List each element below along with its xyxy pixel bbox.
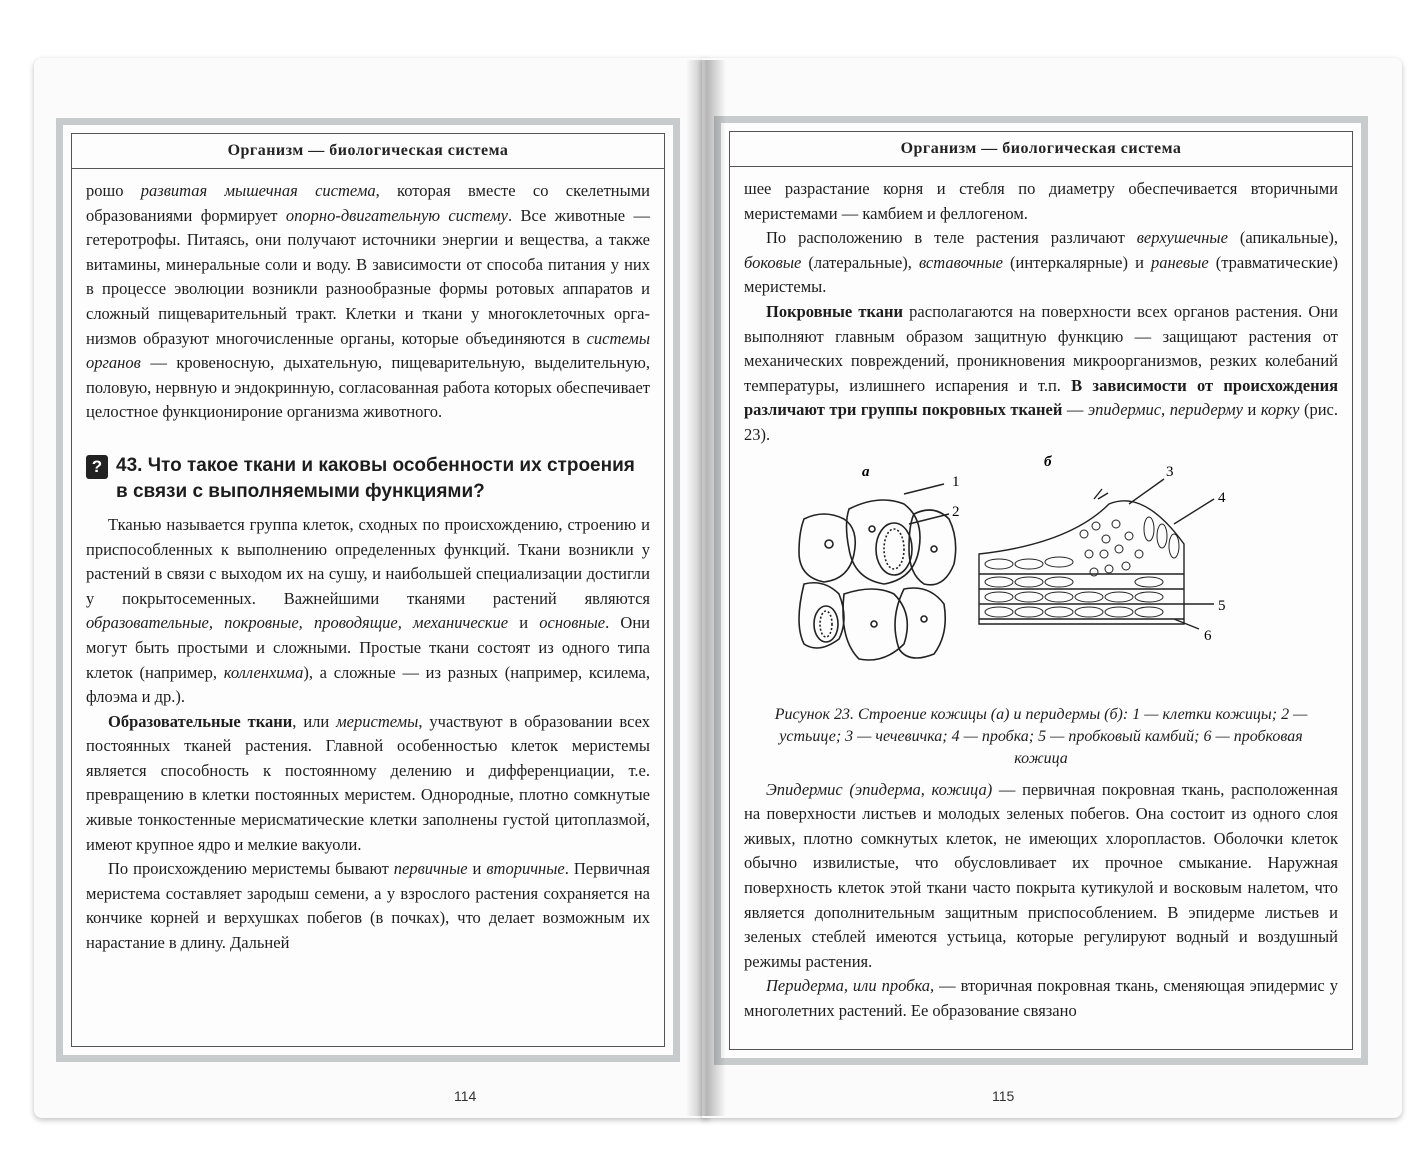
periderm-drawing [979,479,1214,629]
tissue-illustration [744,454,1344,704]
figure-number-1: 1 [952,473,960,490]
figure-23 [744,454,1338,704]
running-head-right: Организм — биологическая система [730,132,1352,167]
right-page-frame [714,116,1368,1065]
paragraph: Перидерма, или пробка, — вторичная покровная ткань, сменяющая эпидермис у многолетних растений. Ее образование связано [744,976,1338,1020]
paragraph: рошо развитая мышечная система, которая вместе со скелетными образованиями формирует опорно-двигательную систему. Все животные — гетеротрофы. Питаясь, они получают источники энергии и вещества, а также витамины, минеральные соли и воду. В зависимости от способа питания у них в процессе эволюции возникли разнообразные формы ротовых аппаратов и сложный пищеварительный тракт. Клетки и ткани у многоклеточных организмов образуют многочисленные органы, которые объединяются в системы органов — кровеносную, дыхательную, пищеварительную, выделительную, половую, нервную и эндокринную, согласованная работа которых обеспечивает целостное функционироние организма животного. [86,181,650,422]
page-number-left: 114 [454,1088,477,1104]
open-book [14,40,1412,1140]
page-number-right: 115 [992,1088,1015,1104]
left-page-frame [56,118,680,1062]
left-page [34,58,709,1118]
paragraph: По происхождению меристемы бывают первичные и вторичные. Первичная меристема составляет зародыш семени, а у взрослого растения сохраняется на кончике корней и верхушках побегов (в почках), что делает возможным их нарастание в длину. Дальней [86,859,650,953]
figure-number-6: 6 [1204,627,1212,644]
paragraph: По расположению в теле растения различают верхушечные (апикальные), боковые (латеральные), вставочные (интеркалярные) и раневые (травматические) меристемы. [744,228,1339,297]
figure-label-b: б [1044,453,1052,470]
figure-number-2: 2 [952,503,960,520]
question-title: 43. Что такое ткани и каковы особенности их строения в связи с выполняемыми функциями? [116,454,635,502]
figure-number-3: 3 [1166,463,1174,480]
question-heading [86,453,650,505]
paragraph: Образовательные ткани, или меристемы, участвуют в образовании всех постоянных тканей растения. Главной особенностью клеток меристемы является способность к постоянному делению и дифференциации, т.е. превращению в клетки постоянных меристем. Однородные, плотно сомкнутые живые тонкостенные мерисматические клетки заполнены густой цитоплазмой, имеют крупное ядро и мелкие вакуоли. [86,711,650,854]
figure-number-4: 4 [1218,489,1226,506]
epidermis-drawing [799,484,956,660]
figure-caption: Рисунок 23. Строение кожицы (а) и перидермы (б): 1 — клетки кожицы; 2 — устьице; 3 — чечевичка; 4 — пробка; 5 — пробковый камбий; 6 — пробковая кожица [774,705,1308,767]
left-body [72,169,664,956]
question-mark-icon: ? [86,455,108,479]
running-head-left: Организм — биологическая система [72,134,664,169]
paragraph: Эпидермис (эпидерма, кожица) — первичная покровная ткань, расположенная на поверхности листьев и молодых зеленых побегов. Она состоит из одного слоя живых, плотно сомкнутых клеток, не имеющих хлоропластов. Оболочки клеток обычно извилистые, что обусловливает их прочное смыкание. Наружная поверхность клеток этой ткани часто покрыта кутикулой и восковым налетом, что является дополнительным защитным приспособлением. В эпидерме листьев и зеленых стеблей имеются устьица, которые регулируют водный и воздушный режимы растения. [744,779,1338,971]
paragraph: шее разрастание корня и стебля по диаметру обеспечивается вторичными меристемами — камбием и феллогеном. [744,179,1338,223]
right-page [702,58,1402,1118]
paragraph: Покровные ткани располагаются на поверхности всех органов растения. Они выполняют главным образом защитную функцию — защищают растения от механических повреждений, проникновения микроорганизмов, резких колебаний температуры, излишнего испарения и т.п. В зависимости от происхождения различают три группы покровных тканей — эпидермис, перидерму и корку (рис. 23). [744,301,1339,444]
figure-label-a: а [862,463,870,480]
figure-number-5: 5 [1218,597,1226,614]
right-body [730,167,1352,1023]
paragraph: Тканью называется группа клеток, сходных по происхождению, строению и приспособленных к выполнению определенных функций. Ткани возникли у растений в связи с выходом их на сушу, и наибольшей специализации достигли у покрытосеменных. Важнейшими тканями растений являются образовательные, покровные, проводящие, механические и основные. Они могут быть простыми и сложными. Простые ткани состоят из одного типа клеток (например, колленхима), а сложные — из разных (например, ксилема, флоэма и др.). [86,514,650,707]
